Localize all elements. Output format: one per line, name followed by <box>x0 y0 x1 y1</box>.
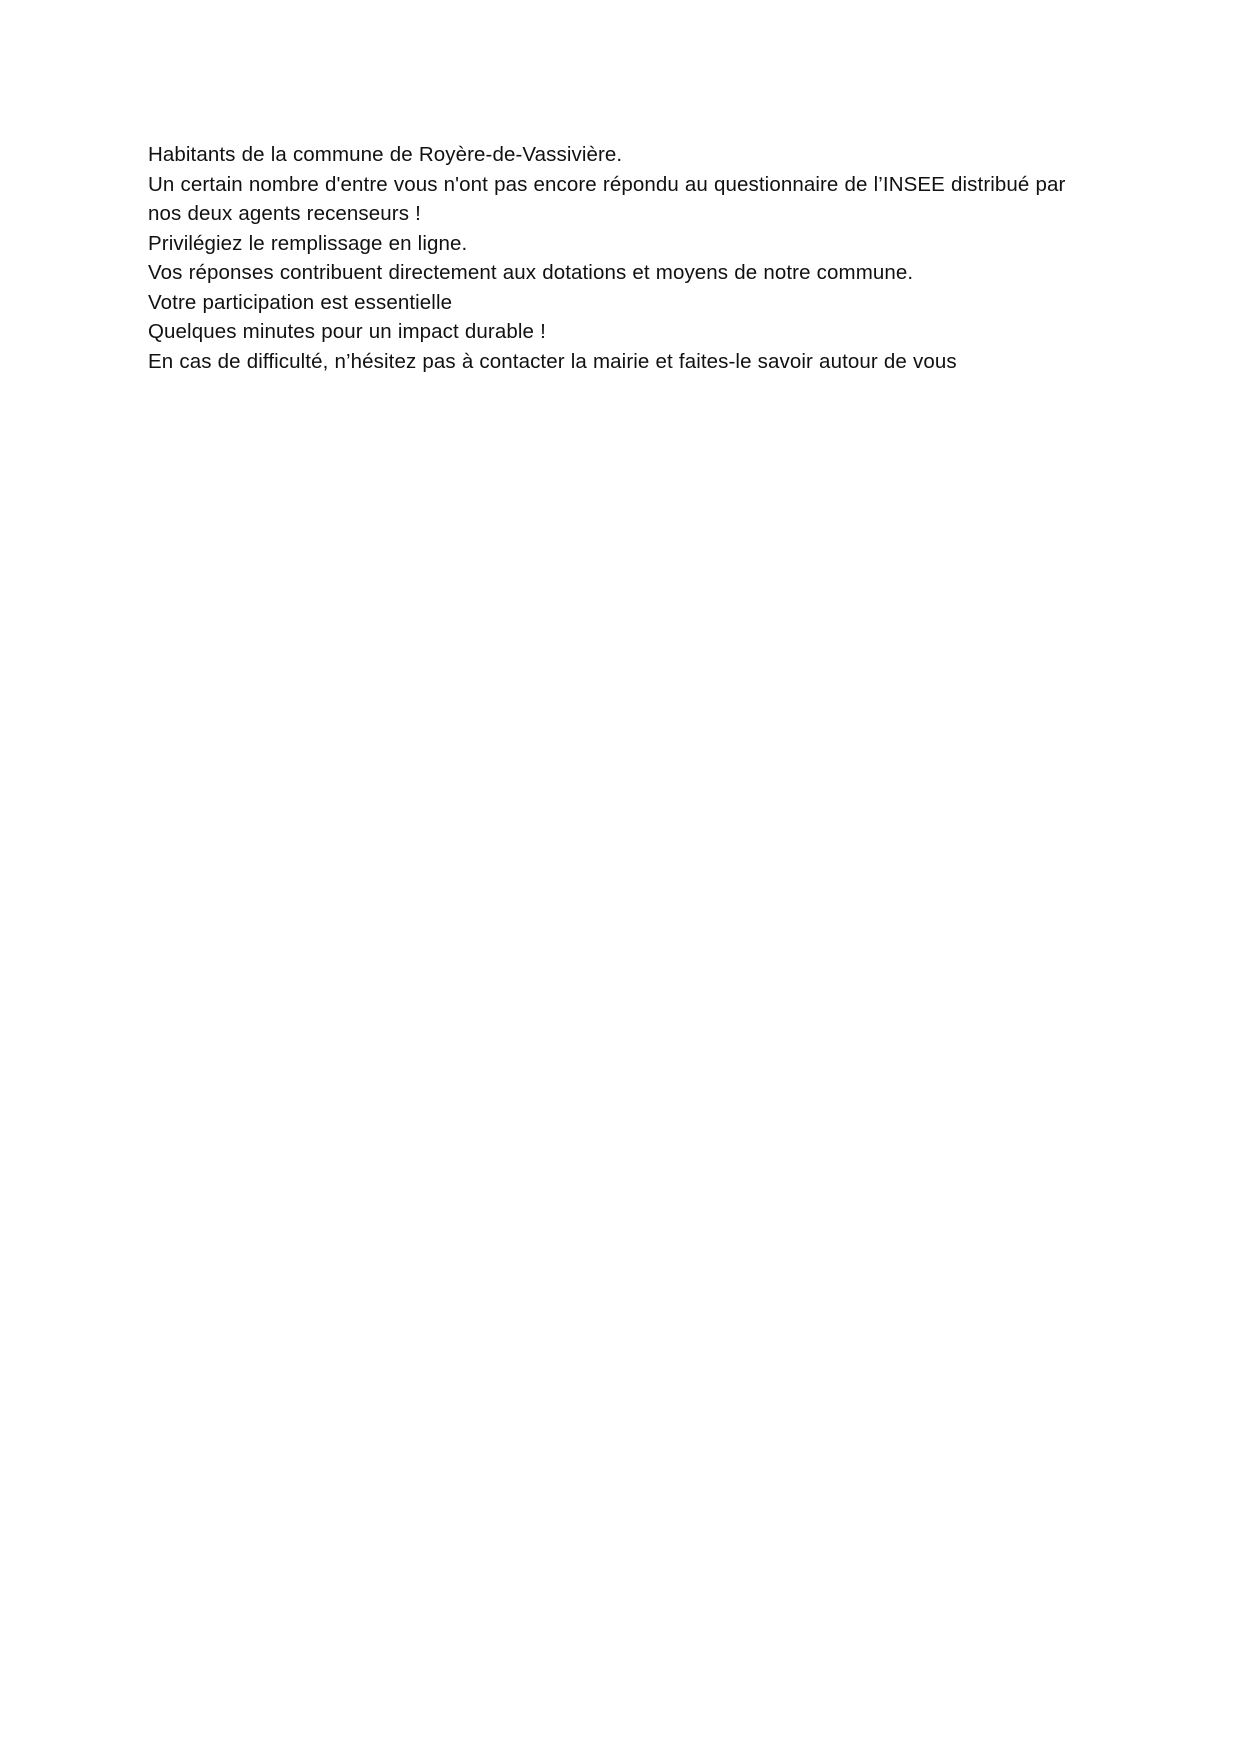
paragraph-line-5: Votre participation est essentielle <box>148 290 453 314</box>
paragraph-line-6: Quelques minutes pour un impact durable ! <box>148 320 546 343</box>
document-text-block <box>148 140 1078 376</box>
paragraph-line-2: Un certain nombre d'entre vous n'ont pas encore répondu au questionnaire de l’INSEE distribué par nos deux agents recenseurs ! <box>148 172 1066 225</box>
paragraph-line-3: Privilégiez le remplissage en ligne. <box>148 231 468 255</box>
paragraph-line-7: En cas de difficulté, n’hésitez pas à contacter la mairie et faites-le savoir autour de vous <box>148 349 957 373</box>
paragraph-line-1: Habitants de la commune de Royère-de-Vassivière. <box>148 143 623 166</box>
paragraph-line-4: Vos réponses contribuent directement aux dotations et moyens de notre commune. <box>148 261 914 284</box>
